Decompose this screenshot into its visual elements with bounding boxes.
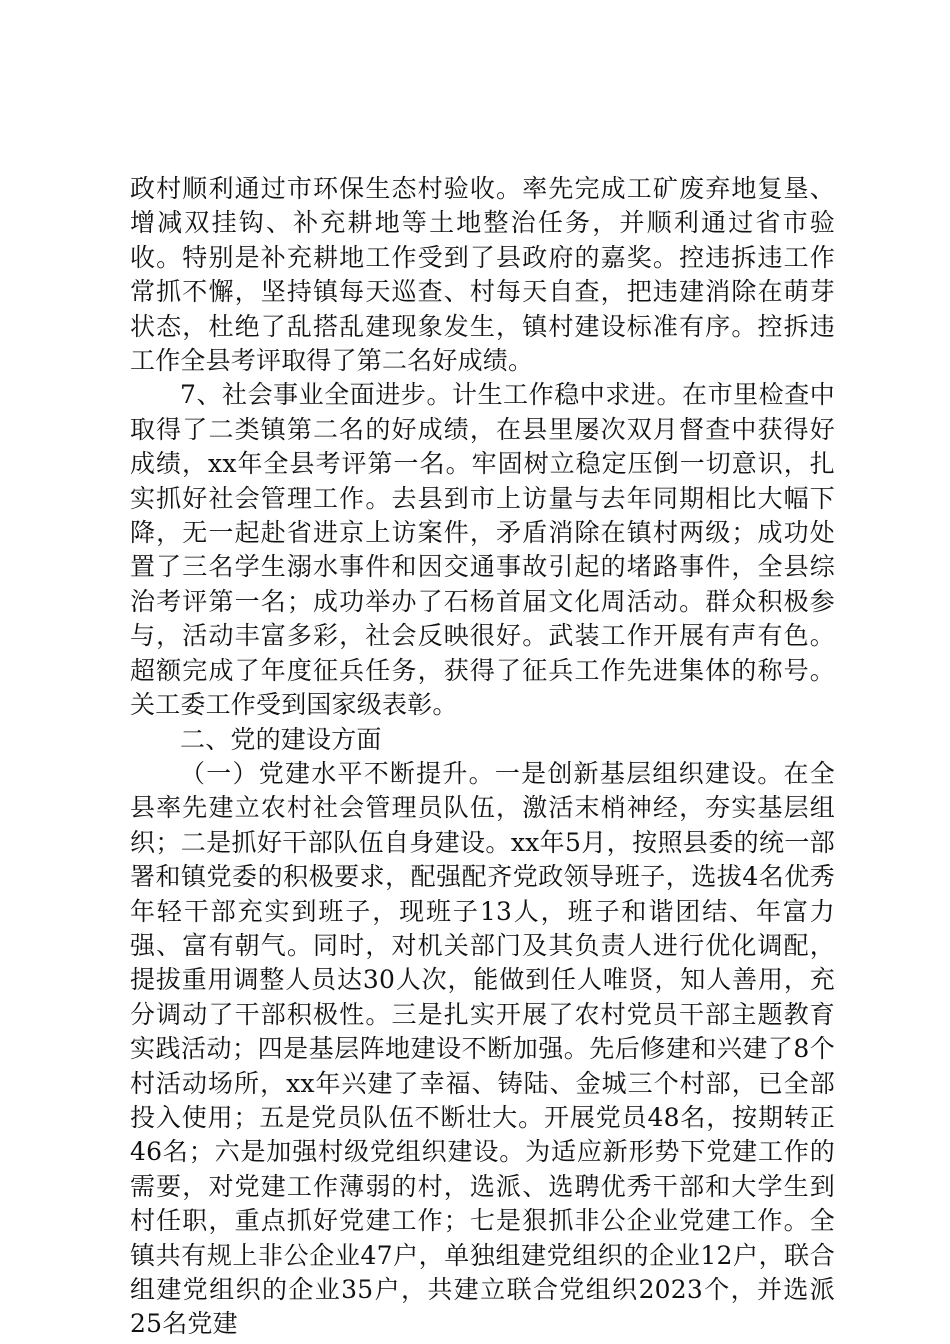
paragraph-party-building: （一）党建水平不断提升。一是创新基层组织建设。在全县率先建立农村社会管理员队伍，激活末梢神经，夯实基层组织；二是抓好干部队伍自身建设。xx年5月，按照县委的统一部署和镇党委的积极要求，配强配齐党政领导班子，选拔4名优秀年轻干部充实到班子，现班子13人，班子和谐团结、年富力强、富有朝气。同时，对机关部门及其负责人进行优化调配，提拔重用调整人员达30人次，能做到任人唯贤，知人善用，充分调动了干部积极性。三是扎实开展了农村党员干部主题教育实践活动；四是基层阵地建设不断加强。先后修建和兴建了8个村活动场所，xx年兴建了幸福、铸陆、金城三个村部，已全部投入使用；五是党员队伍不断壮大。开展党员48名，按期转正46名；六是加强村级党组织建设。为适应新形势下党建工作的需要，对党建工作薄弱的村，选派、选聘优秀干部和大学生到村任职，重点抓好党建工作；七是狠抓非公企业党建工作。全镇共有规上非公企业47户，单独组建党组织的企业12户，联合组建党组织的企业35户，共建立联合党组织2023个，并选派25名党建 [130, 758, 835, 1339]
document-body [130, 172, 835, 1342]
section-heading-party-building: 二、党的建设方面 [180, 724, 382, 754]
paragraph-continuation: 政村顺利通过市环保生态村验收。率先完成工矿废弃地复垦、增减双挂钩、补充耕地等土地整治任务，并顺利通过省市验收。特别是补充耕地工作受到了县政府的嘉奖。控违拆违工作常抓不懈，坚持镇每天巡查、村每天自查，把违建消除在萌芽状态，杜绝了乱搭乱建现象发生，镇村建设标准有序。控拆违工作全县考评取得了第二名好成绩。 [130, 174, 835, 376]
paragraph-social-affairs: 7、社会事业全面进步。计生工作稳中求进。在市里检查中取得了二类镇第二名的好成绩，在县里屡次双月督查中获得好成绩，xx年全县考评第一名。牢固树立稳定压倒一切意识，扎实抓好社会管理工作。去县到市上访量与去年同期相比大幅下降，无一起赴省进京上访案件，矛盾消除在镇村两级；成功处置了三名学生溺水事件和因交通事故引起的堵路事件，全县综治考评第一名；成功举办了石杨首届文化周活动。群众积极参与，活动丰富多彩，社会反映很好。武装工作开展有声有色。超额完成了年度征兵任务，获得了征兵工作先进集体的称号。关工委工作受到国家级表彰。 [130, 380, 835, 720]
